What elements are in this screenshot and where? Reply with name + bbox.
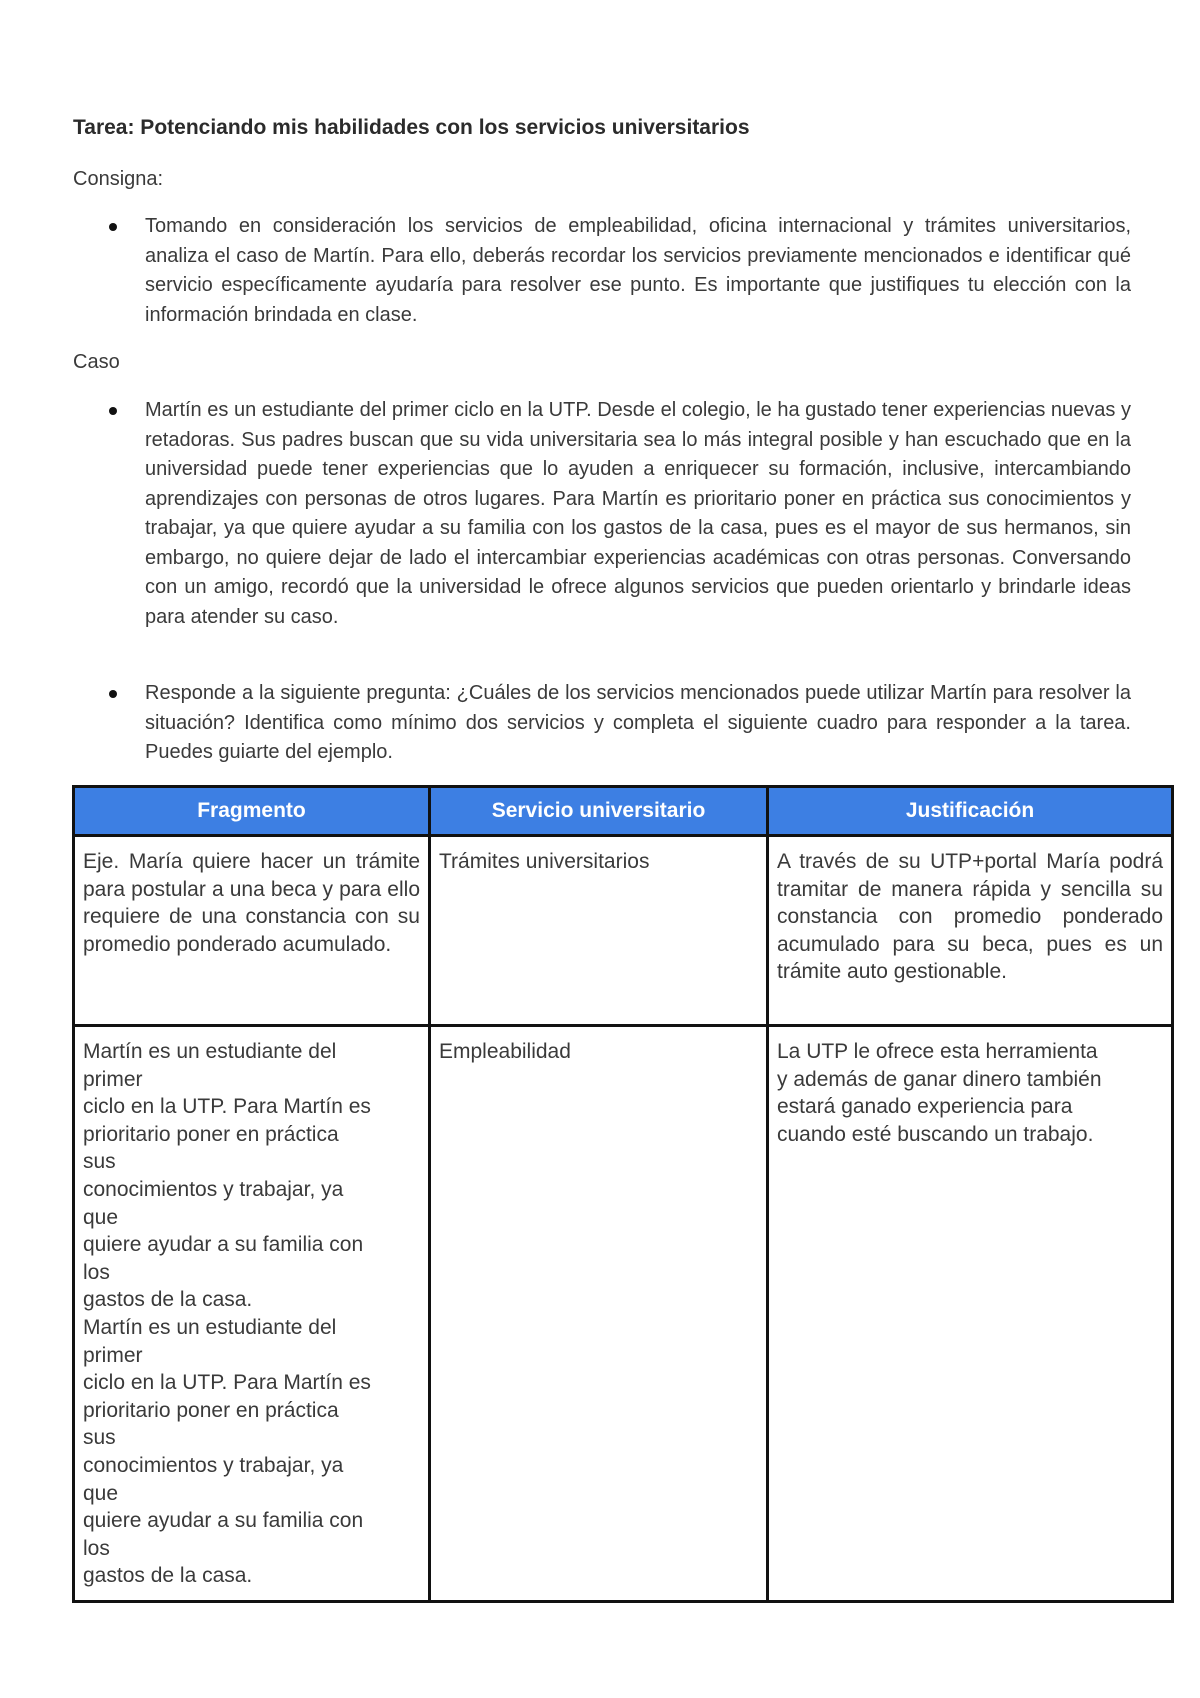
consigna-bullet bbox=[145, 212, 1131, 330]
bullet-dot-icon bbox=[109, 690, 117, 698]
question-bullet-text: Responde a la siguiente pregunta: ¿Cuáles de los servicios mencionados puede utilizar Martín para resolver la situación? Identifica como mínimo dos servicios y completa el siguiente cuadro para responder a la tarea. Puedes guiarte del ejemplo. bbox=[145, 682, 1131, 763]
table-row bbox=[74, 1026, 1173, 1602]
cell-fragmento: Martín es un estudiante del primer ciclo en la UTP. Para Martín es prioritario poner en práctica sus conocimientos y trabajar, ya que quiere ayudar a su familia con los gastos de la casa. Martín es un estudiante del primer ciclo en la UTP. Para Martín es prioritario poner en práctica sus conocimientos y trabajar, ya que quiere ayudar a su familia con los gastos de la casa. bbox=[74, 1026, 430, 1602]
cell-servicio: Trámites universitarios bbox=[430, 836, 768, 1026]
caso-label: Caso bbox=[73, 351, 120, 373]
cell-servicio: Empleabilidad bbox=[430, 1026, 768, 1602]
table-row bbox=[74, 836, 1173, 1026]
caso-bullet bbox=[145, 396, 1131, 632]
document-title: Tarea: Potenciando mis habilidades con los servicios universitarios bbox=[73, 116, 750, 139]
cell-fragmento: Eje. María quiere hacer un trámite para postular a una beca y para ello requiere de una constancia con su promedio ponderado acumulado. bbox=[74, 836, 430, 1026]
services-table bbox=[72, 785, 1174, 1603]
bullet-dot-icon bbox=[109, 223, 117, 231]
caso-bullet-text: Martín es un estudiante del primer ciclo en la UTP. Desde el colegio, le ha gustado tener experiencias nuevas y retadoras. Sus padres buscan que su vida universitaria sea lo más integral posible y han escuchado que en la universidad puede tener experiencias que lo ayuden a enriquecer su formación, inclusive, intercambiando aprendizajes con personas de otros lugares. Para Martín es prioritario poner en práctica sus conocimientos y trabajar, ya que quiere ayudar a su familia con los gastos de la casa, pues es el mayor de sus hermanos, sin embargo, no quiere dejar de lado el intercambiar experiencias académicas con otras personas. Conversando con un amigo, recordó que la universidad le ofrece algunos servicios que pueden orientarlo y brindarle ideas para atender su caso. bbox=[145, 399, 1131, 628]
consigna-bullet-text: Tomando en consideración los servicios de empleabilidad, oficina internacional y trámites universitarios, analiza el caso de Martín. Para ello, deberás recordar los servicios previamente mencionados e identificar qué servicio específicamente ayudaría para resolver ese punto. Es importante que justifiques tu elección con la información brindada en clase. bbox=[145, 215, 1131, 326]
table-header-row bbox=[74, 787, 1173, 836]
cell-justificacion: La UTP le ofrece esta herramienta y además de ganar dinero también estará ganado experiencia para cuando esté buscando un trabajo. bbox=[768, 1026, 1173, 1602]
consigna-label: Consigna: bbox=[73, 168, 164, 190]
cell-justificacion: A través de su UTP+portal María podrá tramitar de manera rápida y sencilla su constancia con promedio ponderado acumulado para su beca, pues es un trámite auto gestionable. bbox=[768, 836, 1173, 1026]
header-fragmento: Fragmento bbox=[74, 787, 430, 836]
question-bullet bbox=[145, 679, 1131, 768]
header-servicio: Servicio universitario bbox=[430, 787, 768, 836]
header-justificacion: Justificación bbox=[768, 787, 1173, 836]
bullet-dot-icon bbox=[109, 407, 117, 415]
